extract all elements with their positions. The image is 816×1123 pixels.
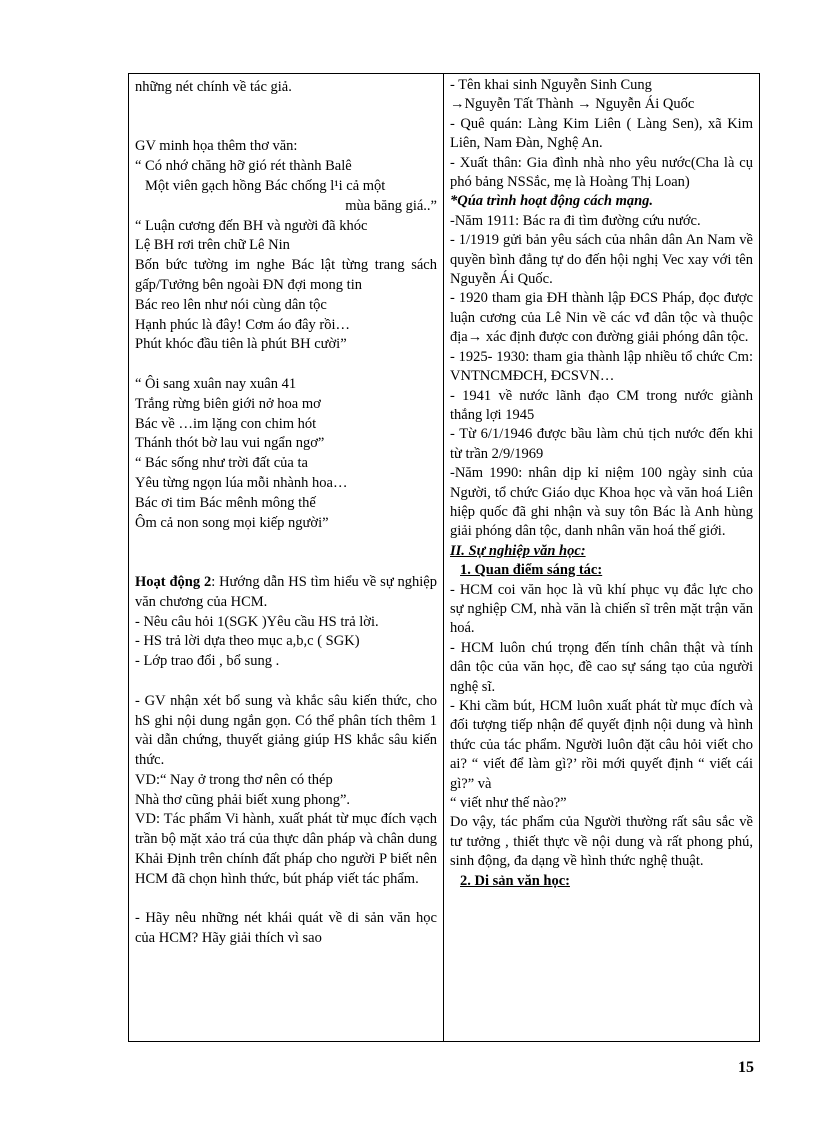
teacher-activity-column — [129, 74, 444, 1041]
poem-line: Phút khóc đầu tiên là phút BH cười” — [135, 336, 347, 353]
section-heading: *Qúa trình hoạt động cách mạng. — [450, 193, 654, 210]
poem-line: Ôm cả non song mọi kiếp người” — [135, 514, 329, 531]
arrow-icon: → — [450, 96, 465, 113]
text-line: - HS trả lời dựa theo mục a,b,c ( SGK) — [135, 633, 360, 650]
text-line: - Từ 6/1/1946 được bầu làm chủ tịch nước đến khi từ trần 2/9/1969 — [450, 426, 753, 462]
name-chain: →Nguyễn Tất Thành → Nguyễn Ái Quốc — [450, 96, 695, 113]
text-line: GV minh họa thêm thơ văn: — [135, 138, 298, 155]
text-line: Nhà thơ cũng phải biết xung phong”. — [135, 791, 351, 808]
text-line: - Tên khai sinh Nguyễn Sinh Cung — [450, 77, 652, 93]
text-line: - 1941 về nước lãnh đạo CM trong nước giành thắng lợi 1945 — [450, 387, 753, 423]
arrow-icon: → — [577, 96, 592, 113]
poem-line: Hạnh phúc là đây! Cơm áo đây rồi… — [135, 316, 351, 333]
section-heading: II. Sự nghiệp văn học: — [450, 542, 586, 559]
text-line: -Năm 1990: nhân dịp kỉ niệm 100 ngày sinh của Người, tổ chức Giáo dục Khoa học và văn hoá Liên hiệp quốc đã ghi nhận và suy tôn Bác là Anh hùng giải phóng dân tộc, danh nhân văn hoá thế giới. — [450, 465, 753, 540]
text-line: - HCM coi văn học là vũ khí phục vụ đắc lực cho sự nghiệp CM, nhà văn là chiến sĩ trên mặt trận văn hoá. — [450, 581, 753, 637]
text-line: - Lớp trao đổi , bổ sung . — [135, 653, 280, 670]
text-line: - 1925- 1930: tham gia thành lập nhiều tổ chức Cm: VNTNCMĐCH, ĐCSVN… — [450, 348, 753, 385]
text-line: Do vậy, tác phẩm của Người thường rất sâu sắc về tư tưởng , thiết thực về nội dung và rất phong phú, sinh động, đa dạng về hình thức nghệ thuật. — [450, 814, 753, 870]
text-line: - Nêu câu hỏi 1(SGK )Yêu cầu HS trả lời. — [135, 613, 379, 630]
poem-line: Trắng rừng biên giới nở hoa mơ — [135, 395, 321, 412]
text-line: - 1920 tham gia ĐH thành lập ĐCS Pháp, đọc được luận cương của Lê Nin về các vđ dân tộc và thuộc địa→ xác định được con đường giải phóng dân tộc. — [450, 290, 753, 346]
content-column — [444, 74, 759, 1041]
poem-line: “ Ôi sang xuân nay xuân 41 — [135, 375, 297, 392]
subsection-heading: 2. Di sản văn học: — [460, 872, 570, 889]
text-line: - 1/1919 gửi bản yêu sách của nhân dân An Nam về quyền bình đẳng tự do đến hội nghị Vec xay với tên Nguyễn Ái Quốc. — [450, 232, 753, 288]
page-number: 15 — [738, 1059, 754, 1076]
poem-line: Yêu từng ngọn lúa mỗi nhành hoa… — [135, 474, 348, 491]
text-line: VD:“ Nay ở trong thơ nên có thép — [135, 771, 333, 788]
poem-line: Bốn bức tường im nghe Bác lật từng trang sách gấp/Tưởng bên ngoài ĐN đợi mong tin — [135, 257, 437, 293]
text-line: - Hãy nêu những nét khái quát về di sản văn học của HCM? Hãy giải thích vì sao — [135, 910, 437, 947]
text-line: - Quê quán: Làng Kim Liên ( Làng Sen), xã Kim Liên, Nam Đàn, Nghệ An. — [450, 115, 753, 152]
text-line: - GV nhận xét bổ sung và khắc sâu kiến thức, cho hS ghi nội dung ngắn gọn. Có thể phân tích thêm 1 vài dẫn chứng, thuyết giảng giúp HS khắc sâu kiến thức. — [135, 692, 437, 769]
activity-label: Hoạt động 2 — [135, 573, 212, 590]
activity-text: : Hướng dẫn HS tìm hiểu về sự nghiệp văn chương của HCM. — [135, 573, 437, 610]
text-line: - Xuất thân: Gia đình nhà nho yêu nước(Cha là cụ phó bảng NSSắc, mẹ là Hoàng Thị Loan) — [450, 154, 753, 191]
poem-line: Bác về …im lặng con chim hót — [135, 415, 317, 432]
subsection-heading: 1. Quan điểm sáng tác: — [460, 562, 603, 579]
poem-line: Một viên gạch hồng Bác chống l¹i cả một — [145, 177, 386, 194]
text-line: VD: Tác phẩm Vi hành, xuất phát từ mục đích vạch trần bộ mặt xảo trá của thực dân pháp và chân dung Khải Định trên chính đất pháp cho người P biết nên HCM đã chọn hình thức, bút pháp viết tác phẩm. — [135, 811, 437, 887]
text-line: những nét chính về tác giả. — [135, 79, 292, 95]
lesson-table — [128, 73, 760, 1042]
text-line: -Năm 1911: Bác ra đi tìm đường cứu nước. — [450, 212, 701, 229]
text-line: - HCM luôn chú trọng đến tính chân thật và tính dân tộc của văn học, đề cao sự sáng tạo của người nghệ sĩ. — [450, 639, 753, 695]
poem-line: Lệ BH rơi trên chữ Lê Nin — [135, 237, 290, 254]
arrow-icon: → — [467, 329, 483, 346]
text-line: “ viết như thế nào?” — [450, 795, 567, 812]
poem-line: Bác ơi tim Bác mênh mông thế — [135, 494, 316, 511]
activity-heading — [135, 573, 437, 613]
text-line: - Khi cầm bút, HCM luôn xuất phát từ mục đích và đối tượng tiếp nhận để quyết định nội dung và hình thức của tác phẩm. Người luôn đặt câu hỏi viết cho ai? “ viết để làm gì?’ rồi mới quyết định “ viết cái gì?” và — [450, 698, 753, 792]
poem-line: mùa băng giá..” — [345, 197, 437, 214]
poem-line: “ Có nhớ chăng hỡ gió rét thành Balê — [135, 158, 352, 175]
poem-line: Thánh thót bờ lau vui ngẩn ngơ” — [135, 435, 325, 452]
poem-line: Bác reo lên như nói cùng dân tộc — [135, 296, 327, 313]
poem-line: “ Bác sống như trời đất của ta — [135, 455, 308, 472]
poem-line: “ Luận cương đến BH và người đã khóc — [135, 217, 368, 234]
